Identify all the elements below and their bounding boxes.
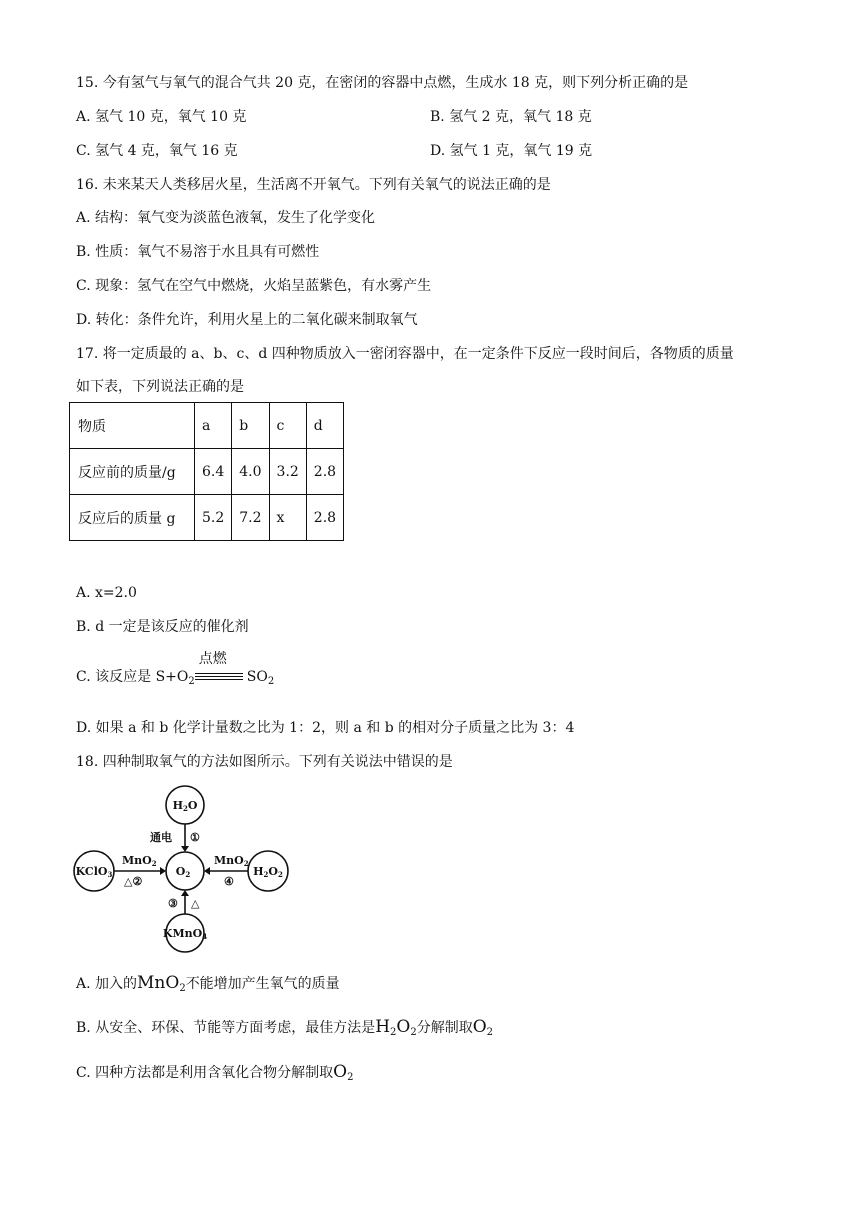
reaction-condition: 点燃 — [198, 651, 227, 667]
q17-option-c — [76, 651, 275, 692]
number-4: ④ — [224, 875, 234, 888]
table-cell: c — [269, 403, 306, 449]
table-cell: 4.0 — [232, 449, 269, 495]
q17-c-prefix: C. 该反应是 S+O — [76, 669, 189, 685]
q15-option-b: B. 氢气 2 克，氧气 18 克 — [430, 109, 592, 125]
q17-c-product-sub: 2 — [267, 676, 275, 687]
svg-text:MnO2: MnO2 — [122, 854, 157, 868]
q15-option-d: D. 氢气 1 克，氧气 19 克 — [430, 143, 593, 159]
table-cell: 6.4 — [195, 449, 232, 495]
q15-stem: 15. 今有氢气与氧气的混合气共 20 克，在密闭的容器中点燃，生成水 18 克，则下列分析正确的是 — [76, 75, 689, 91]
condition-heat-3: △ — [191, 897, 200, 910]
formula-mno2: MnO — [137, 973, 180, 993]
table-cell: 7.2 — [232, 495, 269, 541]
formula-o2: O — [333, 1062, 348, 1082]
svg-text:KClO3: KClO3 — [75, 865, 113, 879]
q18-stem: 18. 四种制取氧气的方法如图所示。下列有关说法中错误的是 — [76, 754, 453, 770]
svg-text:H2O: H2O — [172, 799, 198, 813]
table-cell: 2.8 — [306, 495, 343, 541]
q17-option-a: A. x=2.0 — [76, 585, 137, 601]
table-cell: d — [306, 403, 343, 449]
q17-c-sub: 2 — [188, 676, 195, 687]
q16-option-a: A. 结构：氧气变为淡蓝色液氧，发生了化学变化 — [76, 210, 376, 226]
arrow-up-icon — [181, 890, 189, 896]
table-cell: x — [269, 495, 306, 541]
condition-electrolysis: 通电 — [150, 831, 172, 844]
arrow-left-icon — [204, 867, 210, 875]
q16-option-c: C. 现象：氢气在空气中燃烧，火焰呈蓝紫色，有水雾产生 — [76, 278, 432, 294]
table-cell: 反应后的质量 g — [70, 495, 195, 541]
condition-heat-2: △② — [124, 875, 143, 888]
table-row — [70, 495, 344, 541]
svg-text:KMnO4: KMnO4 — [162, 927, 208, 941]
q17-option-d: D. 如果 a 和 b 化学计量数之比为 1：2，则 a 和 b 的相对分子质量之比为 3：4 — [76, 720, 575, 736]
number-3: ③ — [168, 897, 178, 910]
formula-o2: O — [472, 1017, 487, 1037]
table-cell: 5.2 — [195, 495, 232, 541]
q16-stem: 16. 未来某天人类移居火星，生活离不开氧气。下列有关氧气的说法正确的是 — [76, 177, 551, 193]
q15-option-a: A. 氢气 10 克，氧气 10 克 — [76, 109, 247, 125]
q16-option-d: D. 转化：条件允许，利用火星上的二氧化碳来制取氧气 — [76, 312, 418, 328]
arrow-right-icon — [160, 867, 166, 875]
table-cell: b — [232, 403, 269, 449]
svg-text:MnO2: MnO2 — [214, 854, 249, 868]
formula-h2o2: H — [375, 1017, 391, 1037]
number-1: ① — [190, 831, 200, 844]
q17-c-product: SO — [246, 669, 268, 685]
table-cell: 物质 — [70, 403, 195, 449]
table-row — [70, 449, 344, 495]
q18-option-c: C. 四种方法都是利用含氧化合物分解制取$O_2$ — [76, 1062, 354, 1083]
q17-stem-line1: 17. 将一定质最的 a、b、c、d 四种物质放入一密闭容器中，在一定条件下反应一段时间后，各物质的质量 — [76, 346, 734, 362]
q17-mass-table — [69, 402, 344, 541]
q17-option-b: B. d 一定是该反应的催化剂 — [76, 619, 249, 635]
q16-option-b: B. 性质：氧气不易溶于水且具有可燃性 — [76, 244, 320, 260]
table-cell: 2.8 — [306, 449, 343, 495]
reaction-arrow — [195, 651, 247, 687]
svg-text:O2: O2 — [175, 865, 191, 879]
table-cell: a — [195, 403, 232, 449]
arrow-down-icon — [181, 846, 189, 852]
q18-option-a: A. 加入的MnO$_2$不能增加产生氧气的质量 — [76, 973, 340, 994]
q17-stem-line2: 如下表，下列说法正确的是 — [76, 379, 244, 395]
table-cell: 3.2 — [269, 449, 306, 495]
oxygen-preparation-diagram — [70, 785, 300, 955]
table-cell: 反应前的质量/g — [70, 449, 195, 495]
q18-option-b: B. 从安全、环保、节能等方面考虑，最佳方法是$H_2O_2$分解制取$O_2$ — [76, 1017, 494, 1038]
table-row — [70, 403, 344, 449]
svg-text:H2O2: H2O2 — [253, 865, 283, 879]
q15-option-c: C. 氢气 4 克，氧气 16 克 — [76, 143, 238, 159]
